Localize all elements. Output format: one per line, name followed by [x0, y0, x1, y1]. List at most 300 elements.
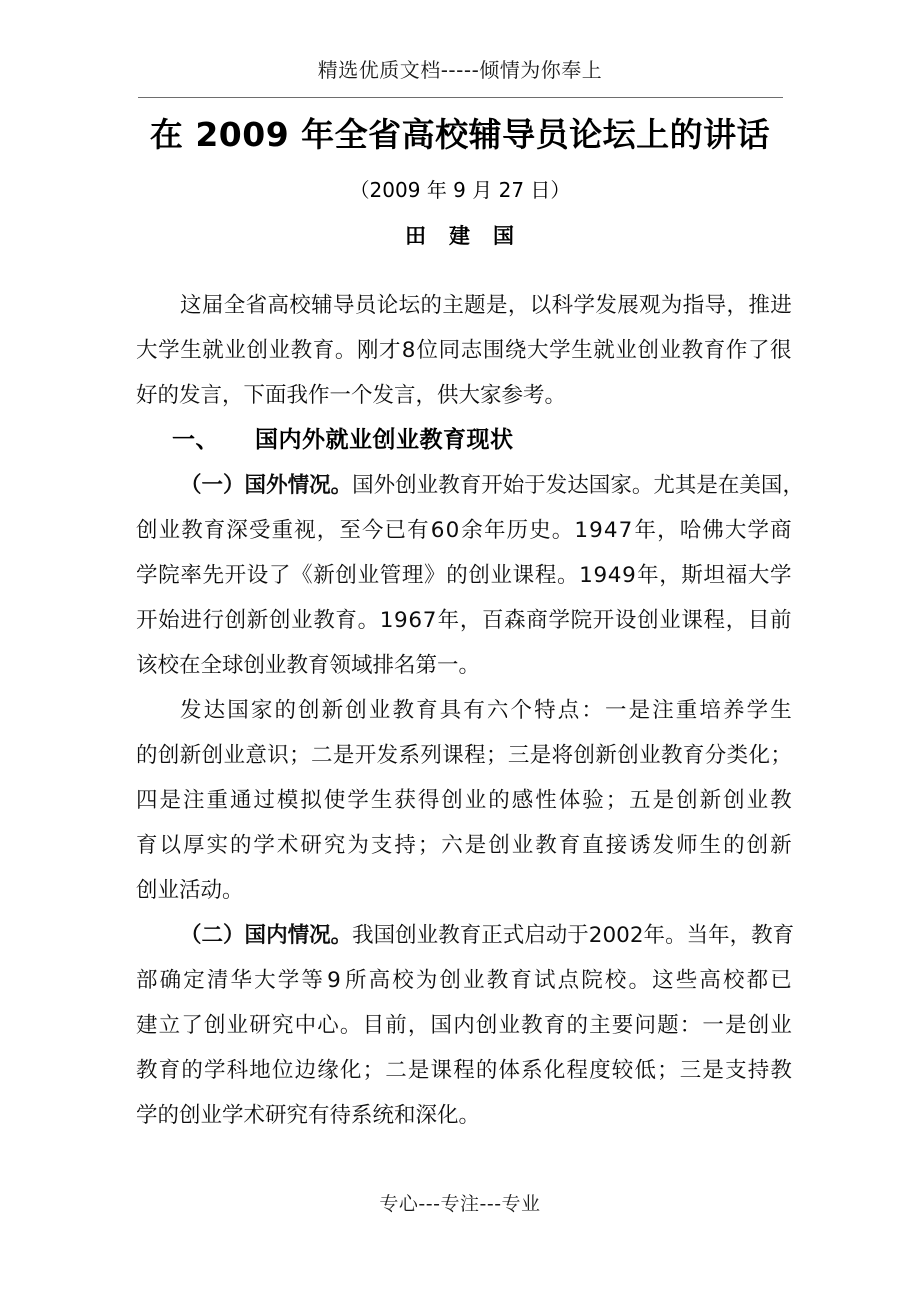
glyph: 创 — [439, 968, 462, 993]
glyph: 史 — [529, 518, 551, 543]
glyph: 将 — [551, 743, 574, 768]
glyph: 坦 — [703, 563, 726, 588]
glyph: 0 — [602, 923, 617, 948]
glyph: 育 — [416, 698, 438, 723]
glyph: 年 — [484, 518, 506, 543]
glyph: 新 — [595, 743, 617, 768]
glyph: 缘 — [317, 1058, 339, 1083]
glyph: 创 — [637, 338, 659, 363]
glyph: 很 — [770, 338, 792, 363]
glyph: 创 — [475, 1013, 498, 1038]
glyph: 尤 — [653, 473, 675, 498]
glyph: 模 — [276, 788, 299, 813]
glyph: 边 — [294, 1058, 317, 1083]
glyph: 支 — [370, 833, 393, 858]
glyph: 育 — [335, 608, 357, 633]
glyph: 有 — [407, 518, 429, 543]
glyph: ， — [729, 923, 752, 948]
glyph: 教 — [438, 923, 460, 948]
glyph: 程 — [566, 1058, 588, 1083]
glyph: 业 — [746, 788, 769, 813]
glyph: 个 — [510, 698, 533, 723]
glyph: 内 — [266, 923, 288, 948]
glyph: 是 — [652, 788, 675, 813]
glyph: 哈 — [679, 518, 702, 543]
glyph: 创 — [468, 563, 490, 588]
glyph: 6 — [430, 518, 445, 543]
glyph: ； — [605, 788, 628, 813]
header-divider — [138, 97, 783, 98]
glyph: 指 — [682, 293, 705, 318]
paragraph-line — [136, 778, 792, 823]
glyph: 余 — [461, 518, 483, 543]
glyph: 就 — [202, 338, 224, 363]
glyph: 视 — [294, 518, 316, 543]
glyph: 学 — [549, 338, 571, 363]
paragraph-line — [136, 553, 792, 598]
glyph: 创 — [723, 788, 745, 813]
glyph: 的 — [723, 833, 745, 858]
glyph: 点 — [557, 698, 580, 723]
glyph: 是 — [159, 788, 181, 813]
glyph: 当 — [686, 923, 709, 948]
glyph: 创 — [224, 608, 247, 633]
glyph: 。 — [628, 968, 651, 993]
glyph: 新 — [313, 563, 335, 588]
glyph: 育 — [459, 923, 482, 948]
glyph: 国 — [244, 473, 267, 498]
glyph: 系 — [398, 743, 421, 768]
glyph: 展 — [617, 293, 639, 318]
glyph: 。 — [631, 473, 654, 498]
glyph: 业 — [291, 608, 313, 633]
paragraph-overseas — [136, 463, 804, 688]
glyph: 省 — [245, 293, 268, 318]
glyph: 式 — [502, 923, 525, 948]
glyph: 已 — [384, 518, 407, 543]
glyph: 注 — [652, 698, 674, 723]
glyph: 至 — [339, 518, 361, 543]
glyph: 启 — [524, 923, 546, 948]
glyph: 业 — [158, 518, 181, 543]
glyph: 过 — [253, 788, 275, 813]
glyph: 的 — [446, 563, 468, 588]
glyph: 创 — [637, 608, 659, 633]
glyph: 大 — [527, 338, 549, 363]
glyph: 论 — [376, 293, 399, 318]
glyph: 创 — [136, 518, 158, 543]
glyph: 创 — [335, 563, 357, 588]
glyph: 的 — [566, 1013, 588, 1038]
glyph: ） — [223, 473, 245, 498]
footer-note: 专心---专注---专业 — [379, 1193, 541, 1215]
glyph: 师 — [676, 833, 698, 858]
glyph: 业 — [490, 563, 513, 588]
glyph: 中 — [294, 1013, 317, 1038]
glyph: 情 — [287, 923, 310, 948]
glyph: 的 — [229, 833, 252, 858]
glyph: 是 — [696, 473, 718, 498]
glyph: 国 — [244, 923, 267, 948]
paragraph-line — [136, 508, 792, 553]
glyph: 学 — [253, 833, 275, 858]
glyph: 具 — [439, 698, 462, 723]
glyph: 究 — [271, 1013, 294, 1038]
glyph: 接 — [605, 833, 628, 858]
glyph: 度 — [589, 1058, 611, 1083]
glyph: 获 — [394, 788, 416, 813]
glyph: 感 — [511, 788, 534, 813]
glyph: 福 — [725, 563, 748, 588]
glyph: 2 — [588, 923, 603, 948]
glyph: 年 — [708, 923, 730, 948]
glyph: 9 — [622, 563, 636, 588]
document-author: 田 建 国 — [405, 224, 515, 248]
glyph: 国 — [430, 1013, 453, 1038]
paragraph-line — [136, 598, 792, 643]
glyph: 。 — [357, 608, 380, 633]
document-body — [136, 283, 804, 1138]
glyph: 华 — [230, 968, 253, 993]
glyph: 家 — [610, 473, 632, 498]
glyph: 志 — [460, 338, 483, 363]
glyph: 立 — [158, 1013, 181, 1038]
paragraph-line — [136, 733, 792, 778]
glyph: 目 — [362, 1013, 385, 1038]
glyph: 一 — [702, 1013, 724, 1038]
glyph: 六 — [486, 698, 509, 723]
glyph: ） — [223, 923, 245, 948]
glyph: 育 — [558, 833, 581, 858]
glyph: ； — [362, 1058, 385, 1083]
glyph: 国 — [760, 473, 783, 498]
glyph: 创 — [246, 338, 268, 363]
glyph: 一 — [604, 698, 627, 723]
glyph: 学 — [203, 1058, 226, 1083]
glyph: 教 — [313, 608, 335, 633]
glyph: 程 — [534, 563, 557, 588]
glyph: 为 — [415, 968, 438, 993]
glyph: 课 — [430, 1058, 453, 1083]
glyph: 发 — [652, 833, 675, 858]
glyph: 育 — [510, 968, 532, 993]
glyph: 业 — [224, 338, 246, 363]
glyph: 学 — [347, 788, 369, 813]
glyph: 是 — [628, 698, 651, 723]
glyph: 》 — [424, 563, 446, 588]
glyph: 创 — [441, 788, 463, 813]
glyph: 的 — [136, 743, 158, 768]
glyph: 课 — [442, 743, 464, 768]
document-date: （2009 年 9 月 27 日） — [349, 178, 571, 202]
glyph: 心 — [317, 1013, 339, 1038]
glyph: 。 — [665, 923, 687, 948]
glyph: 。 — [556, 563, 579, 588]
glyph: 生 — [180, 338, 202, 363]
glyph: 商 — [770, 518, 792, 543]
glyph: 森 — [504, 608, 526, 633]
glyph: 教 — [770, 1058, 792, 1083]
glyph: 低 — [634, 1058, 656, 1083]
glyph: 9 — [394, 608, 408, 633]
glyph: 六 — [441, 833, 463, 858]
glyph: ， — [726, 293, 748, 318]
glyph: 教 — [392, 698, 414, 723]
glyph: 养 — [723, 698, 745, 723]
glyph: 点 — [557, 968, 580, 993]
glyph: 生 — [699, 833, 722, 858]
glyph: 校 — [723, 968, 745, 993]
glyph: 校 — [604, 968, 627, 993]
glyph: 达 — [203, 698, 226, 723]
glyph: 创 — [201, 743, 224, 768]
glyph: 类 — [726, 743, 749, 768]
glyph: 的 — [181, 1058, 203, 1083]
glyph: 9 — [593, 563, 608, 588]
glyph: 创 — [488, 833, 510, 858]
glyph: 以 — [529, 293, 552, 318]
glyph: 行 — [202, 608, 224, 633]
glyph: 确 — [159, 968, 182, 993]
glyph: 是 — [529, 743, 552, 768]
glyph: 的 — [475, 1058, 498, 1083]
glyph: 《 — [291, 563, 313, 588]
glyph: 学 — [746, 698, 769, 723]
glyph: 7 — [618, 518, 633, 543]
glyph: 持 — [394, 833, 416, 858]
glyph: 厚 — [182, 833, 205, 858]
glyph: 二 — [201, 923, 224, 948]
glyph: 等 — [301, 968, 323, 993]
glyph: 高 — [368, 968, 391, 993]
glyph: 的 — [488, 788, 510, 813]
glyph: 业 — [464, 788, 487, 813]
glyph: 进 — [770, 293, 792, 318]
paragraph-line — [136, 958, 792, 1003]
glyph: 院 — [570, 608, 593, 633]
glyph: 重 — [271, 518, 294, 543]
glyph: 育 — [682, 743, 705, 768]
glyph: 支 — [725, 1058, 747, 1083]
glyph: 围 — [482, 338, 505, 363]
glyph: 导 — [704, 293, 727, 318]
glyph: 了 — [181, 1013, 203, 1038]
glyph: 诱 — [629, 833, 651, 858]
glyph: 家 — [250, 698, 273, 723]
glyph: 二 — [385, 1058, 407, 1083]
glyph: 验 — [582, 788, 604, 813]
glyph: 创 — [298, 698, 320, 723]
glyph: ； — [486, 743, 508, 768]
glyph: 为 — [660, 293, 683, 318]
glyph: 地 — [249, 1058, 271, 1083]
glyph: 情 — [287, 473, 310, 498]
paragraph-line — [136, 688, 792, 733]
glyph: 教 — [438, 473, 460, 498]
glyph: 开 — [224, 563, 247, 588]
glyph: 推 — [748, 293, 770, 318]
glyph: 高 — [267, 293, 289, 318]
glyph: 拟 — [300, 788, 322, 813]
paragraph-intro — [136, 283, 792, 418]
glyph: 创 — [573, 743, 596, 768]
glyph: 9 — [589, 518, 603, 543]
glyph: 同 — [438, 338, 461, 363]
glyph: 创 — [676, 788, 698, 813]
glyph: 美 — [739, 473, 761, 498]
glyph: 识 — [267, 743, 289, 768]
glyph: 教 — [751, 923, 773, 948]
glyph: 4 — [603, 518, 618, 543]
glyph: 这 — [180, 293, 202, 318]
glyph: 管 — [379, 563, 402, 588]
glyph: 开 — [136, 608, 158, 633]
glyph: 业 — [615, 338, 637, 363]
glyph: 发 — [376, 743, 399, 768]
glyph: 有 — [463, 698, 485, 723]
glyph: ， — [459, 608, 482, 633]
glyph: ： — [679, 1013, 702, 1038]
glyph: 究 — [323, 833, 346, 858]
glyph: 斯 — [681, 563, 703, 588]
glyph: 开 — [354, 743, 377, 768]
glyph: 育 — [136, 833, 158, 858]
glyph: 4 — [607, 563, 622, 588]
page-title: 在 2009 年全省高校辅导员论坛上的讲话 — [149, 115, 771, 154]
glyph: 四 — [136, 788, 158, 813]
glyph: 坛 — [398, 293, 421, 318]
glyph: 直 — [582, 833, 604, 858]
glyph: 研 — [300, 833, 322, 858]
glyph: 业 — [357, 563, 380, 588]
glyph: 创 — [345, 698, 367, 723]
glyph: 况 — [309, 923, 331, 948]
glyph: 创 — [157, 743, 180, 768]
glyph: 教 — [535, 833, 557, 858]
glyph: （ — [180, 473, 202, 498]
glyph: 新 — [699, 788, 722, 813]
glyph: 高 — [699, 968, 721, 993]
glyph: 都 — [746, 968, 769, 993]
glyph: 进 — [180, 608, 202, 633]
glyph: 是 — [486, 293, 508, 318]
glyph: 创 — [747, 1013, 770, 1038]
glyph: 新 — [770, 833, 792, 858]
glyph: 育 — [459, 473, 482, 498]
glyph: 学 — [747, 518, 769, 543]
glyph: 始 — [502, 473, 525, 498]
glyph: 系 — [521, 1058, 543, 1083]
glyph: 是 — [407, 1058, 430, 1083]
glyph: 体 — [558, 788, 581, 813]
glyph: 发 — [545, 473, 568, 498]
glyph: ： — [581, 698, 603, 723]
glyph: 教 — [661, 743, 683, 768]
glyph: 外 — [266, 473, 288, 498]
glyph: 作 — [725, 338, 748, 363]
glyph: 得 — [417, 788, 440, 813]
glyph: 列 — [420, 743, 442, 768]
glyph: 的 — [274, 698, 296, 723]
glyph: 发 — [180, 698, 202, 723]
glyph: 以 — [159, 833, 181, 858]
glyph: 就 — [593, 338, 615, 363]
glyph: 育 — [312, 338, 335, 363]
glyph: 重 — [206, 788, 228, 813]
glyph: 学 — [573, 293, 595, 318]
glyph: 定 — [183, 968, 205, 993]
glyph: 是 — [702, 1058, 724, 1083]
paragraph-line: 创业活动。 — [136, 878, 244, 903]
glyph: 位 — [271, 1058, 294, 1083]
glyph: 业 — [511, 833, 534, 858]
glyph: 业 — [226, 1013, 249, 1038]
glyph: 题 — [657, 1013, 679, 1038]
glyph: 先 — [202, 563, 224, 588]
glyph: 新 — [321, 698, 344, 723]
glyph: 院 — [158, 563, 180, 588]
glyph: 些 — [675, 968, 698, 993]
glyph: 届 — [201, 293, 224, 318]
glyph: 达 — [567, 473, 589, 498]
glyph: 教 — [681, 338, 704, 363]
glyph: 化 — [543, 1058, 566, 1083]
glyph: 6 — [408, 608, 423, 633]
glyph: 创 — [746, 833, 769, 858]
glyph: 导 — [333, 293, 355, 318]
glyph: 佛 — [702, 518, 724, 543]
glyph: 设 — [246, 563, 269, 588]
glyph: 注 — [182, 788, 205, 813]
glyph: 培 — [699, 698, 721, 723]
glyph: 我 — [352, 923, 374, 948]
glyph: 院 — [581, 968, 603, 993]
glyph: 业 — [770, 1013, 792, 1038]
glyph: 教 — [136, 1058, 158, 1083]
glyph: 了 — [268, 563, 291, 588]
glyph: 外 — [373, 473, 396, 498]
glyph: 商 — [526, 608, 548, 633]
glyph: 年 — [634, 518, 657, 543]
glyph: 创 — [203, 1013, 226, 1038]
section-heading-1 — [136, 418, 792, 463]
glyph: 化 — [748, 743, 771, 768]
glyph: 年 — [437, 608, 460, 633]
paragraph-line — [136, 1048, 792, 1093]
glyph: 0 — [616, 923, 630, 948]
glyph: 生 — [370, 788, 393, 813]
glyph: 教 — [486, 968, 509, 993]
paragraph-line — [136, 463, 804, 508]
glyph: 持 — [747, 1058, 770, 1083]
glyph: 。 — [330, 473, 353, 498]
glyph: 课 — [681, 608, 703, 633]
glyph: 程 — [464, 743, 486, 768]
paragraph-line — [136, 913, 795, 958]
glyph: 教 — [521, 1013, 543, 1038]
glyph: 主 — [442, 293, 464, 318]
paragraph-line — [136, 283, 792, 328]
glyph: 所 — [345, 968, 367, 993]
glyph: 三 — [679, 1058, 702, 1083]
glyph: 学 — [158, 338, 180, 363]
glyph: 1 — [574, 518, 589, 543]
glyph: 是 — [464, 833, 487, 858]
glyph: 今 — [361, 518, 384, 543]
glyph: ， — [725, 608, 748, 633]
glyph: ； — [770, 743, 792, 768]
glyph: 教 — [770, 788, 792, 813]
